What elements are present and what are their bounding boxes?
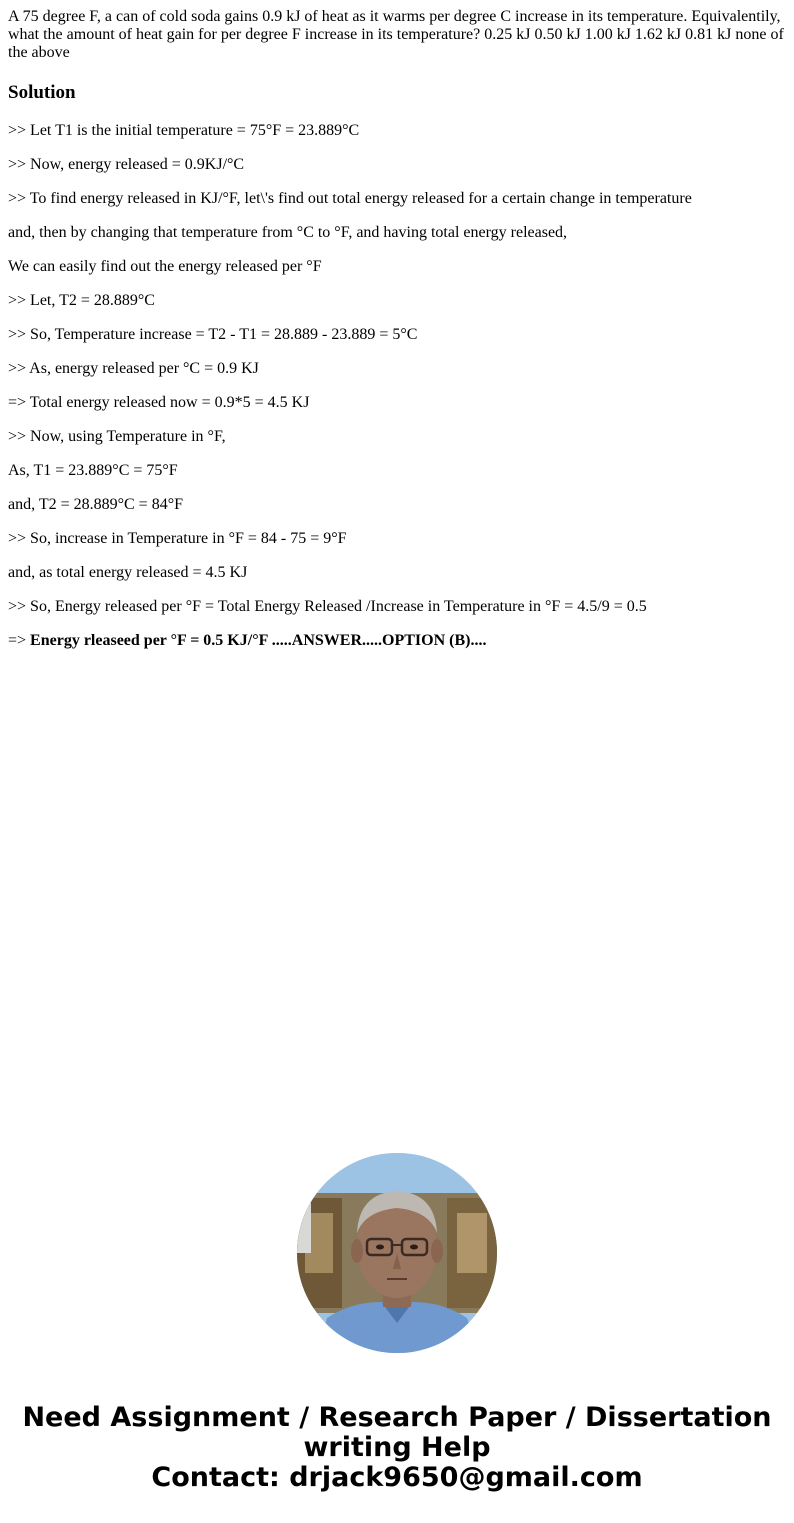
- promo-banner: [0, 1403, 794, 1493]
- solution-line: As, T1 = 23.889°C = 75°F: [8, 462, 178, 479]
- solution-line: and, T2 = 28.889°C = 84°F: [8, 496, 183, 513]
- solution-line: and, as total energy released = 4.5 KJ: [8, 564, 248, 581]
- author-photo: [297, 1153, 497, 1353]
- promo-contact: Contact: drjack9650@gmail.com: [151, 1462, 643, 1493]
- promo-line: Need Assignment / Research Paper / Dissertation: [22, 1402, 772, 1433]
- answer-prefix: =>: [8, 632, 31, 649]
- solution-line: >> So, increase in Temperature in °F = 84 - 75 = 9°F: [8, 530, 347, 547]
- solution-heading: Solution: [8, 82, 76, 103]
- answer-line: [8, 632, 786, 650]
- solution-line: We can easily find out the energy released per °F: [8, 258, 322, 275]
- page-content: [0, 0, 794, 650]
- solution-line: >> Let, T2 = 28.889°C: [8, 292, 155, 309]
- author-avatar: [297, 1153, 497, 1353]
- solution-line: >> Now, energy released = 0.9KJ/°C: [8, 156, 245, 173]
- solution-line: and, then by changing that temperature from °C to °F, and having total energy released,: [8, 224, 568, 241]
- question-text: A 75 degree F, a can of cold soda gains 0.9 kJ of heat as it warms per degree C increase in its temperature. Equivalentily, what the amount of heat gain for per degree F increase in its temperature? 0.25 kJ 0.50 kJ 1.00 kJ 1.62 kJ 0.81 kJ none of the above: [8, 8, 784, 61]
- solution-line: >> Now, using Temperature in °F,: [8, 428, 226, 445]
- solution-line: >> So, Energy released per °F = Total Energy Released /Increase in Temperature in °F = 4.5/9 = 0.5: [8, 598, 647, 615]
- solution-line: => Total energy released now = 0.9*5 = 4.5 KJ: [8, 394, 310, 411]
- solution-line: >> Let T1 is the initial temperature = 75°F = 23.889°C: [8, 122, 360, 139]
- solution-body: [8, 122, 786, 650]
- promo-line: writing Help: [303, 1432, 491, 1463]
- solution-line: >> So, Temperature increase = T2 - T1 = 28.889 - 23.889 = 5°C: [8, 326, 418, 343]
- solution-line: >> As, energy released per °C = 0.9 KJ: [8, 360, 259, 377]
- answer-text: Energy rleaseed per °F = 0.5 KJ/°F .....ANSWER.....OPTION (B)....: [30, 632, 487, 649]
- solution-line: >> To find energy released in KJ/°F, let\'s find out total energy released for a certain change in temperature: [8, 190, 692, 207]
